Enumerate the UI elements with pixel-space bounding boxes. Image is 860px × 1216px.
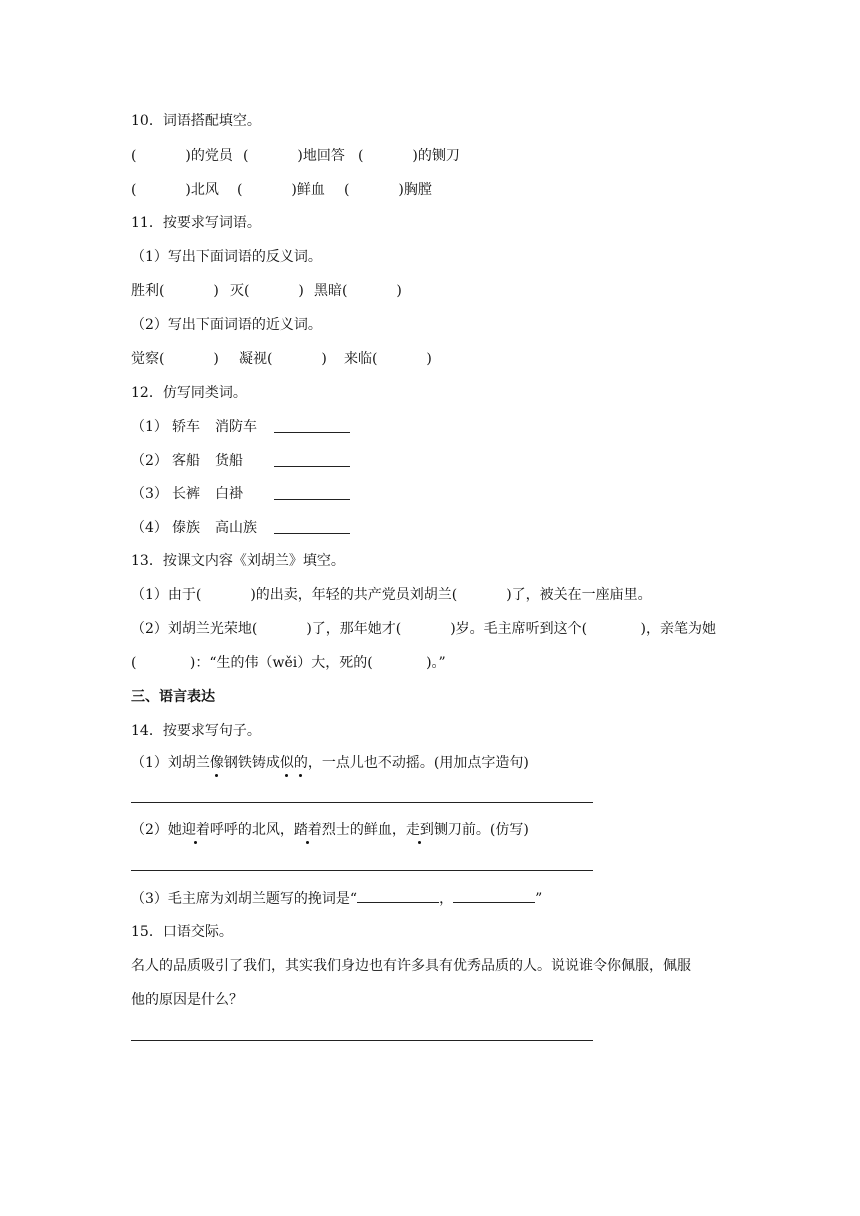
emphasis-dot-char: 似	[279, 755, 294, 771]
q12-word-b: 消防车	[215, 419, 257, 435]
q10-blank-1[interactable]: ( )的党员	[131, 148, 233, 164]
q10-blank-5[interactable]: ( )鲜血	[237, 182, 325, 198]
emphasis-dot-char: 的	[293, 755, 308, 771]
emphasis-dot-char: 踏着	[293, 822, 322, 838]
q13-line-3[interactable]: ( )：“生的伟（wěi）大，死的( )。”	[131, 655, 446, 671]
q10-blank-3[interactable]: ( )的铡刀	[358, 148, 460, 164]
q10-blank-4[interactable]: ( )北风	[131, 182, 219, 198]
emphasis-dot-char: 迎着	[181, 822, 210, 838]
q10-blank-2[interactable]: ( )地回答	[243, 148, 345, 164]
q11-sub2: （2）写出下面词语的近义词。	[131, 317, 322, 333]
q12-word-b: 高山族	[215, 520, 257, 536]
q12-item-num: （1）	[131, 419, 168, 435]
q13-line-1[interactable]: （1）由于( )的出卖，年轻的共产党员刘胡兰( )了，被关在一座庙里。	[131, 587, 652, 603]
q12-answer-line-2[interactable]	[274, 466, 350, 467]
emphasis-dot-char: 像	[209, 755, 224, 771]
q12-item-num: （2）	[131, 453, 168, 469]
q12-word-a: 长裤	[172, 486, 200, 502]
q12-answer-line-1[interactable]	[274, 432, 350, 433]
q12-item-num: （3）	[131, 486, 168, 502]
q14-sentence-3: （3）毛主席为刘胡兰题写的挽词是“ ， ”	[131, 888, 542, 909]
elegy-blank-2[interactable]	[453, 888, 535, 903]
antonym-blank-3[interactable]: 黑暗( )	[314, 283, 402, 299]
q15-answer-line[interactable]	[131, 1040, 593, 1041]
synonym-blank-2[interactable]: 凝视( )	[239, 351, 327, 367]
q12-word-a: 客船	[172, 453, 200, 469]
antonym-blank-1[interactable]: 胜利( )	[131, 283, 219, 299]
q12-word-b: 白褂	[215, 486, 243, 502]
q15-title: 15．口语交际。	[131, 924, 233, 940]
q12-word-a: 轿车	[172, 419, 200, 435]
q14-sentence-1: （1）刘胡兰像钢铁铸成似的，一点儿也不动摇。(用加点字造句)	[131, 755, 529, 771]
q13-line-2[interactable]: （2）刘胡兰光荣地( )了，那年她才( )岁。毛主席听到这个( )，亲笔为她	[131, 621, 716, 637]
emphasis-dot-char: 走到	[405, 822, 434, 838]
section-heading: 三、语言表达	[131, 689, 215, 705]
q12-answer-line-3[interactable]	[274, 499, 350, 500]
q14-answer-line-1[interactable]	[131, 802, 593, 803]
q15-prompt-line-1: 名人的品质吸引了我们，其实我们身边也有许多具有优秀品质的人。说说谁令你佩服，佩服	[131, 958, 691, 974]
q13-title: 13．按课文内容《刘胡兰》填空。	[131, 553, 345, 569]
antonym-blank-2[interactable]: 灭( )	[230, 283, 304, 299]
q14-title: 14．按要求写句子。	[131, 723, 261, 739]
q12-item-num: （4）	[131, 520, 168, 536]
q11-title: 11．按要求写词语。	[131, 215, 261, 231]
q12-title: 12．仿写同类词。	[131, 385, 247, 401]
q12-word-b: 货船	[215, 453, 243, 469]
q11-sub1: （1）写出下面词语的反义词。	[131, 249, 322, 265]
elegy-blank-1[interactable]	[357, 888, 439, 903]
q10-title: 10．词语搭配填空。	[131, 113, 261, 129]
q14-sentence-2: （2）她迎着呼呼的北风，踏着烈士的鲜血，走到铡刀前。(仿写)	[131, 822, 529, 838]
synonym-blank-3[interactable]: 来临( )	[344, 351, 432, 367]
q12-word-a: 傣族	[172, 520, 200, 536]
q15-prompt-line-2: 他的原因是什么？	[131, 992, 243, 1008]
q12-answer-line-4[interactable]	[274, 533, 350, 534]
q10-blank-6[interactable]: ( )胸膛	[344, 182, 432, 198]
synonym-blank-1[interactable]: 觉察( )	[131, 351, 219, 367]
q14-answer-line-2[interactable]	[131, 870, 593, 871]
